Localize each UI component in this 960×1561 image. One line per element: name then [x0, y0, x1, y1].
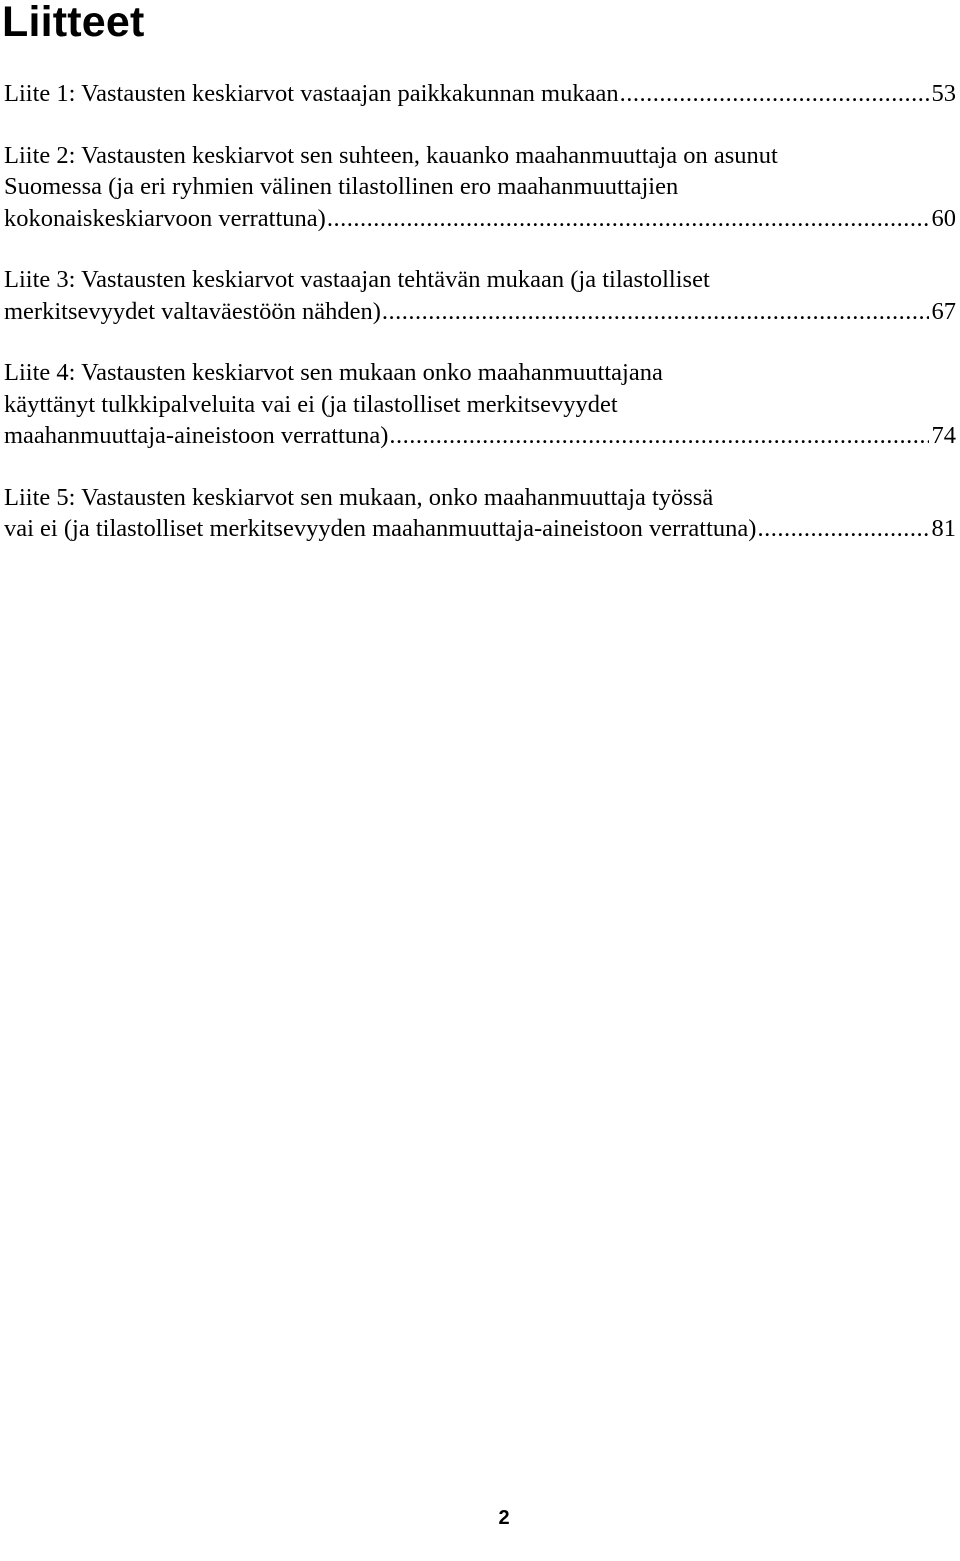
toc-entry-line: käyttänyt tulkkipalveluita vai ei (ja tilastolliset merkitsevyydet [4, 390, 618, 418]
table-of-contents [4, 78, 956, 575]
toc-entry-text: maahanmuuttaja-aineistoon verrattuna) [4, 422, 389, 449]
toc-page-number: 67 [931, 297, 956, 325]
toc-entry-lines [4, 140, 956, 203]
toc-entry-text: Liite 1: Vastausten keskiarvot vastaajan paikkakunnan mukaan [4, 80, 619, 107]
page-title: Liitteet [2, 0, 145, 46]
toc-entry-last-line [4, 296, 956, 328]
toc-entry[interactable] [4, 264, 956, 327]
toc-entry[interactable] [4, 140, 956, 235]
toc-entry-last-line [4, 78, 956, 110]
toc-entry-line: Liite 3: Vastausten keskiarvot vastaajan tehtävän mukaan (ja tilastolliset [4, 266, 710, 293]
toc-page-number: 60 [931, 204, 956, 232]
toc-entry-last-line [4, 420, 956, 452]
toc-entry-line: Suomessa (ja eri ryhmien välinen tilastollinen ero maahanmuuttajien [4, 173, 679, 200]
toc-entry-line: Liite 5: Vastausten keskiarvot sen mukaan, onko maahanmuuttaja työssä [4, 483, 714, 511]
toc-entry-lines [4, 264, 956, 296]
toc-dot-leader [756, 513, 928, 545]
toc-entry-text: vai ei (ja tilastolliset merkitsevyyden maahanmuuttaja-aineistoon verrattuna) [4, 515, 757, 542]
toc-dot-leader [388, 420, 928, 452]
toc-entry-line: Liite 4: Vastausten keskiarvot sen mukaan onko maahanmuuttajana [4, 359, 663, 386]
toc-dot-leader [381, 296, 929, 328]
toc-entry-last-line [4, 203, 956, 235]
toc-entry[interactable] [4, 482, 956, 545]
toc-entry-line: Liite 2: Vastausten keskiarvot sen suhteen, kauanko maahanmuuttaja on asunut [4, 141, 778, 169]
toc-dot-leader [619, 78, 929, 110]
toc-entry[interactable] [4, 78, 956, 110]
toc-entry-text: kokonaiskeskiarvoon verrattuna) [4, 204, 326, 232]
toc-entry-lines [4, 357, 956, 420]
toc-page-number: 74 [931, 422, 956, 449]
toc-page-number: 53 [931, 80, 956, 107]
toc-entry-text: merkitsevyydet valtaväestöön nähden) [4, 297, 381, 325]
toc-page-number: 81 [931, 515, 956, 542]
page-number: 2 [498, 1507, 510, 1529]
toc-dot-leader [326, 203, 929, 235]
toc-entry-last-line [4, 513, 956, 545]
toc-entry-lines [4, 482, 956, 514]
toc-entry[interactable] [4, 357, 956, 452]
